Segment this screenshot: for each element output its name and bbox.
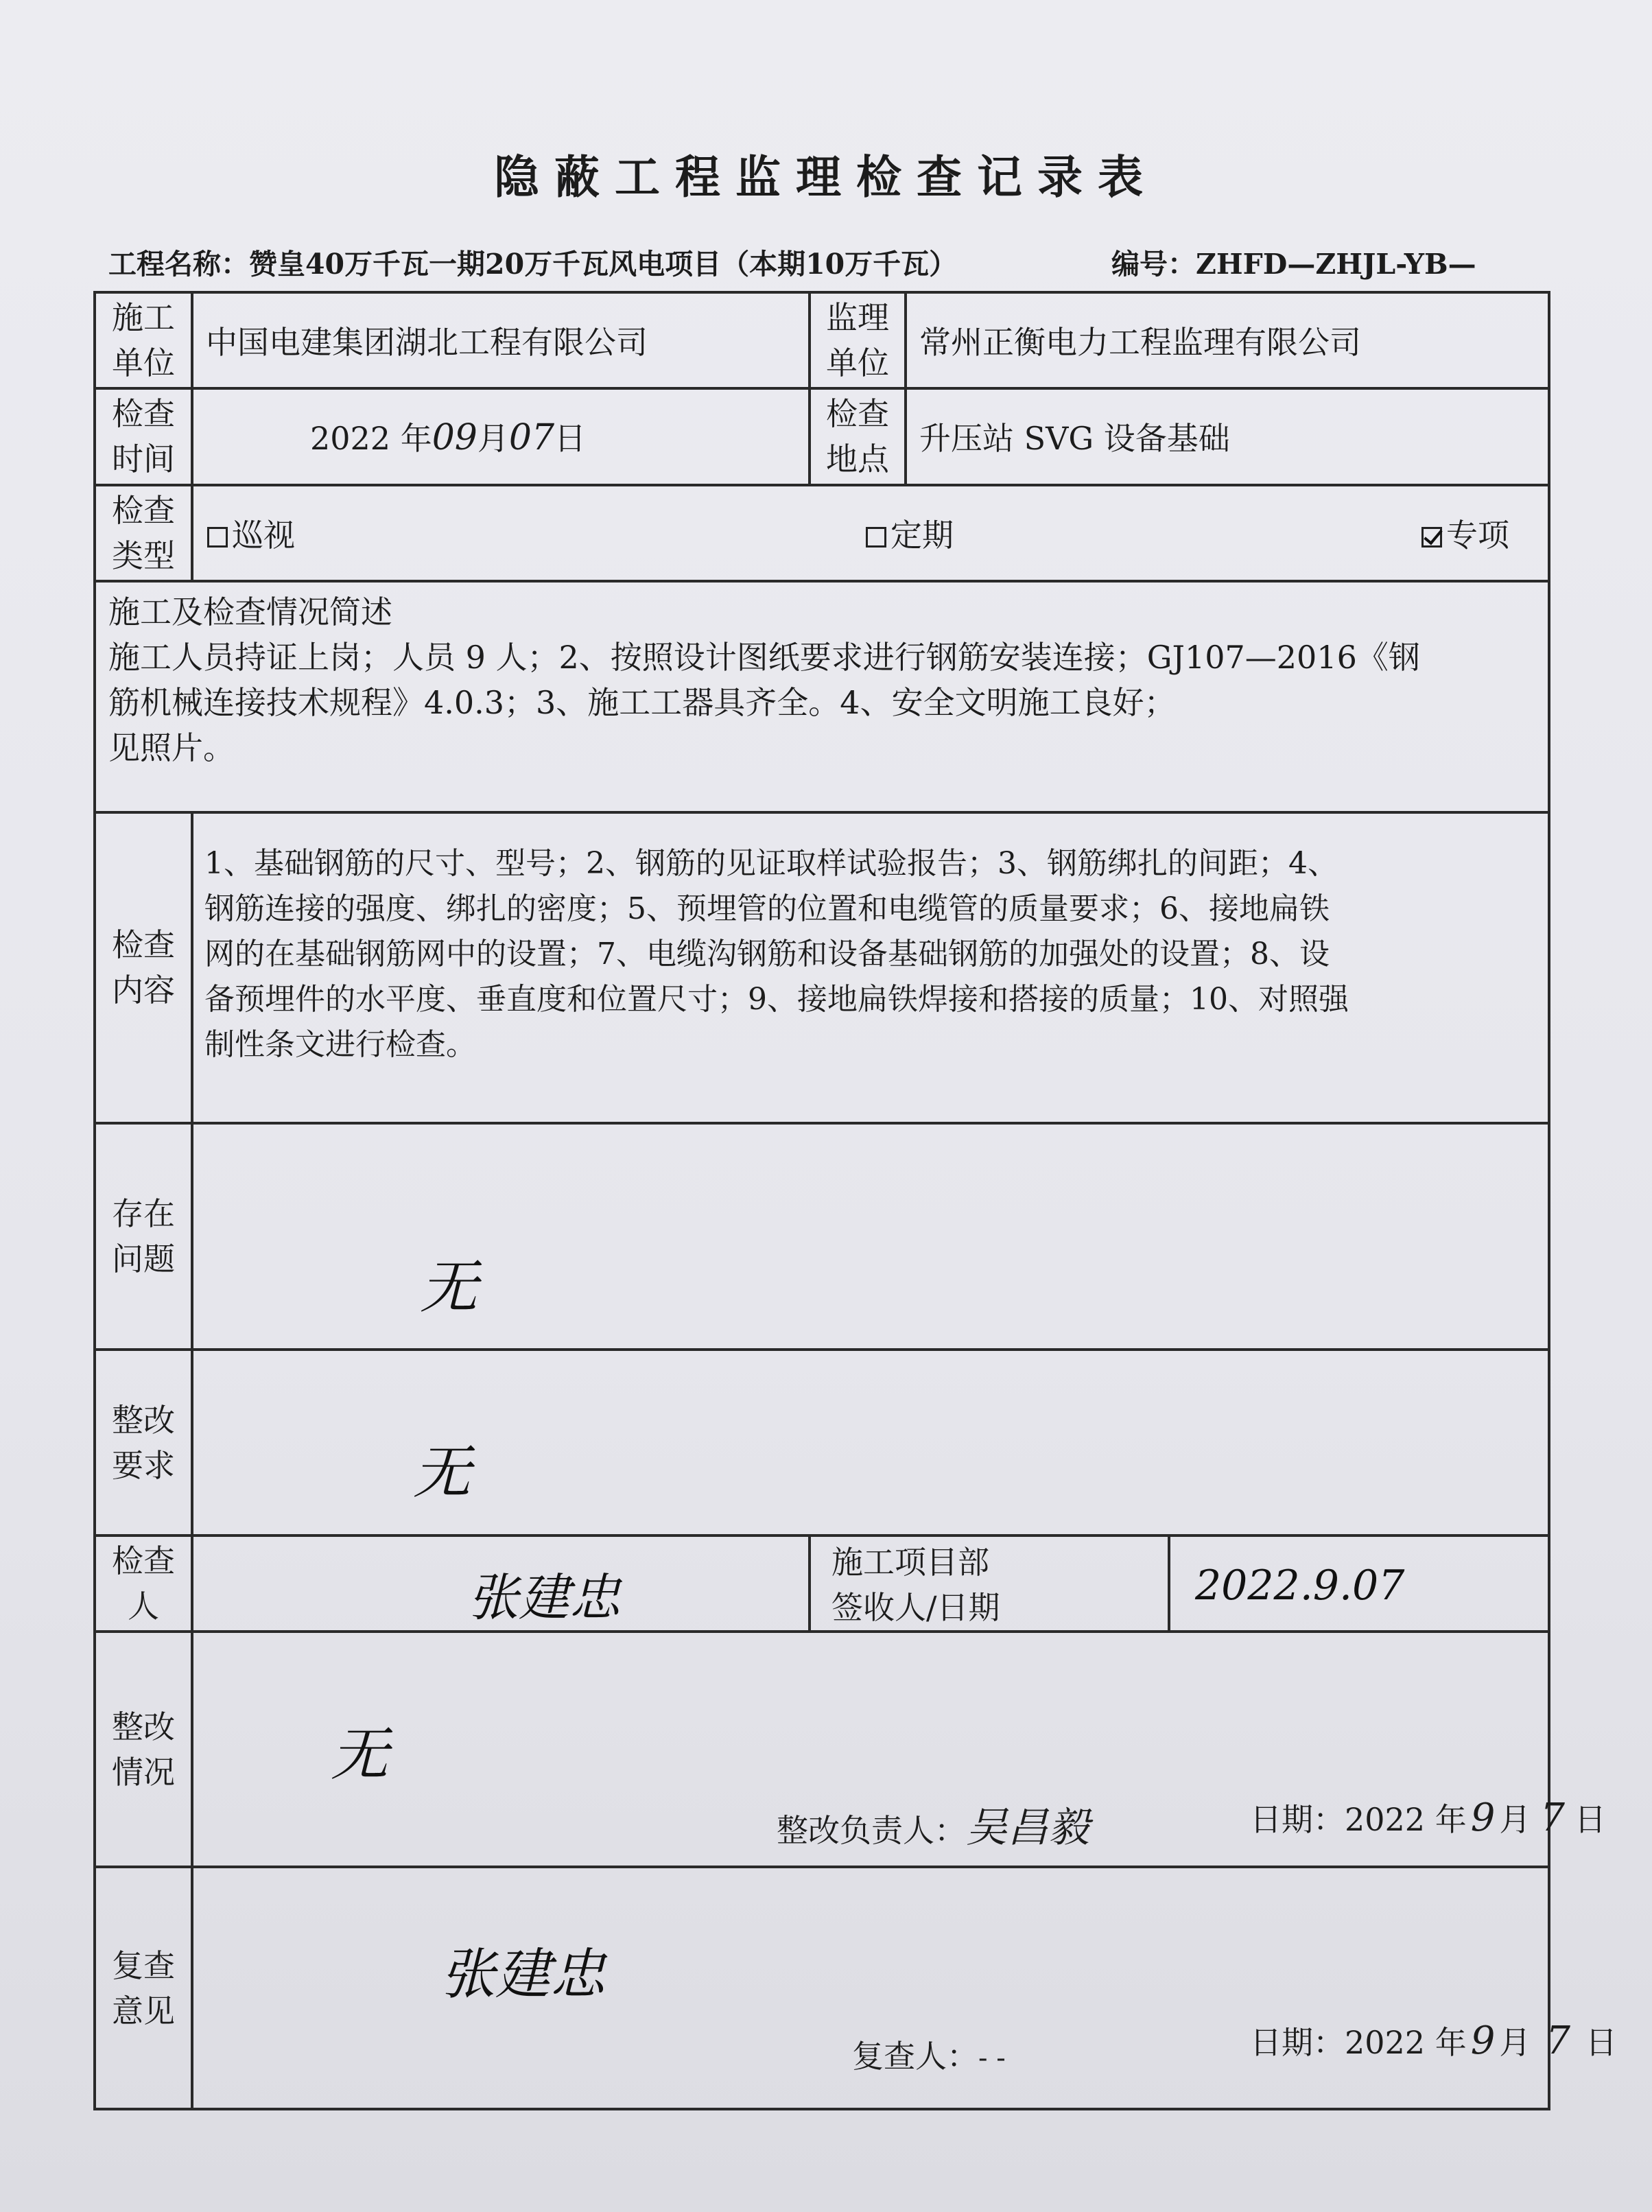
summary-row (95, 581, 1549, 812)
option-regular[interactable]: 定期 (866, 510, 954, 556)
rectify-requirement-cell (192, 1350, 1549, 1536)
rectify-requirement-row (95, 1350, 1549, 1536)
handwritten-day: 7 (1546, 2019, 1570, 2064)
inspection-form-table (93, 291, 1617, 2110)
inspector-label: 检查 人 (95, 1536, 192, 1632)
review-signature: 张建忠 (440, 1942, 605, 2007)
divider (1168, 1537, 1170, 1630)
problems-cell (192, 1123, 1549, 1350)
handwritten-day: 07 (508, 417, 555, 459)
project-name: 工程名称：赞皇40万千瓦一期20万千瓦风电项目（本期10万千瓦） (108, 248, 958, 281)
inspection-type-label: 检查 类型 (95, 485, 192, 581)
content-line: 钢筋连接的强度、绑扎的密度；5、预埋管的位置和电缆管的质量要求；6、接地扁铁 (204, 891, 1330, 926)
checkbox-checked-icon[interactable] (1421, 527, 1442, 548)
rectify-requirement-label: 整改 要求 (95, 1350, 192, 1536)
handwritten-none: 无 (331, 1721, 389, 1789)
rectify-status-cell (192, 1632, 1606, 1867)
problems-row (95, 1123, 1549, 1350)
problems-label: 存在 问题 (95, 1123, 192, 1350)
content-line: 1、基础钢筋的尺寸、型号；2、钢筋的见证取样试验报告；3、钢筋绑扎的间距；4、 (204, 845, 1338, 881)
content-line: 备预埋件的水平度、垂直度和位置尺寸；9、接地扁铁焊接和搭接的质量；10、对照强 (204, 981, 1349, 1017)
time-place-row (95, 388, 1549, 484)
handwritten-month: 9 (1470, 1796, 1496, 1841)
inspector-signature: 张建忠 (468, 1568, 620, 1628)
summary-line: 施工人员持证上岗；人员 9 人；2、按照设计图纸要求进行钢筋安装连接；GJ107—2016《钢 (108, 638, 1420, 676)
units-row (95, 292, 1549, 388)
supervision-unit-label: 监理 单位 (810, 292, 906, 388)
inspection-place-label: 检查 地点 (810, 388, 906, 484)
dept-sign-cell (810, 1536, 1549, 1632)
checkbox-unchecked-icon[interactable] (207, 527, 228, 548)
handwritten-day: 7 (1540, 1796, 1565, 1841)
content-line: 网的在基础钢筋网中的设置；7、电缆沟钢筋和设备基础钢筋的加强处的设置；8、设 (204, 936, 1330, 972)
construction-unit-label: 施工 单位 (95, 292, 192, 388)
construction-unit-value: 中国电建集团湖北工程有限公司 (192, 292, 810, 388)
review-label: 复查 意见 (95, 1867, 192, 2109)
summary-heading: 施工及检查情况简述 (108, 593, 392, 631)
option-special[interactable]: 专项 (1421, 510, 1509, 556)
handwritten-month: 9 (1470, 2019, 1496, 2064)
summary-line: 见照片。 (108, 729, 235, 766)
review-row (95, 1867, 1549, 2109)
reviewer-signature: - - (978, 2043, 1006, 2075)
rectify-status-label: 整改 情况 (95, 1632, 192, 1867)
summary-cell (95, 581, 1549, 812)
review-cell (192, 1867, 1617, 2109)
option-patrol[interactable]: 巡视 (207, 510, 295, 556)
responsible-person: 整改负责人：吴昌毅 (777, 1804, 1089, 1852)
handwritten-month: 09 (432, 417, 477, 459)
summary-line: 筋机械连接技术规程》4.0.3；3、施工工器具齐全。4、安全文明施工良好； (108, 683, 1176, 721)
inspector-row (95, 1536, 1549, 1632)
inspection-time-label: 检查 时间 (95, 388, 192, 484)
inspection-place-value: 升压站 SVG 设备基础 (906, 388, 1549, 484)
responsible-signature: 吴昌毅 (966, 1804, 1089, 1852)
review-date: 日期：2022 年 9 月 7 日 (1250, 2019, 1617, 2064)
content-label: 检查 内容 (95, 812, 192, 1123)
inspection-time-value: 2022 年09月07日 (192, 388, 810, 484)
sign-date-handwritten: 2022.9.07 (1195, 1562, 1405, 1610)
document-code: 编号：ZHFD—ZHJL-YB— (1111, 248, 1476, 281)
handwritten-none: 无 (420, 1253, 478, 1321)
inspection-type-row (95, 485, 1549, 581)
inspection-type-options (192, 485, 1549, 581)
checkbox-unchecked-icon[interactable] (866, 527, 886, 548)
content-line: 制性条文进行检查。 (204, 1026, 476, 1062)
reviewer: 复查人：- - (852, 2038, 1006, 2075)
content-cell (192, 812, 1549, 1123)
content-row (95, 812, 1549, 1123)
rectify-status-row (95, 1632, 1549, 1867)
page-title: 隐蔽工程监理检查记录表 (494, 150, 1158, 204)
inspector-signature-cell (192, 1536, 810, 1632)
supervision-unit-value: 常州正衡电力工程监理有限公司 (906, 292, 1549, 388)
dept-label: 施工项目部 签收人/日期 (831, 1544, 1000, 1627)
rectify-date: 日期：2022 年 9 月 7 日 (1250, 1796, 1606, 1841)
handwritten-none: 无 (413, 1439, 471, 1507)
